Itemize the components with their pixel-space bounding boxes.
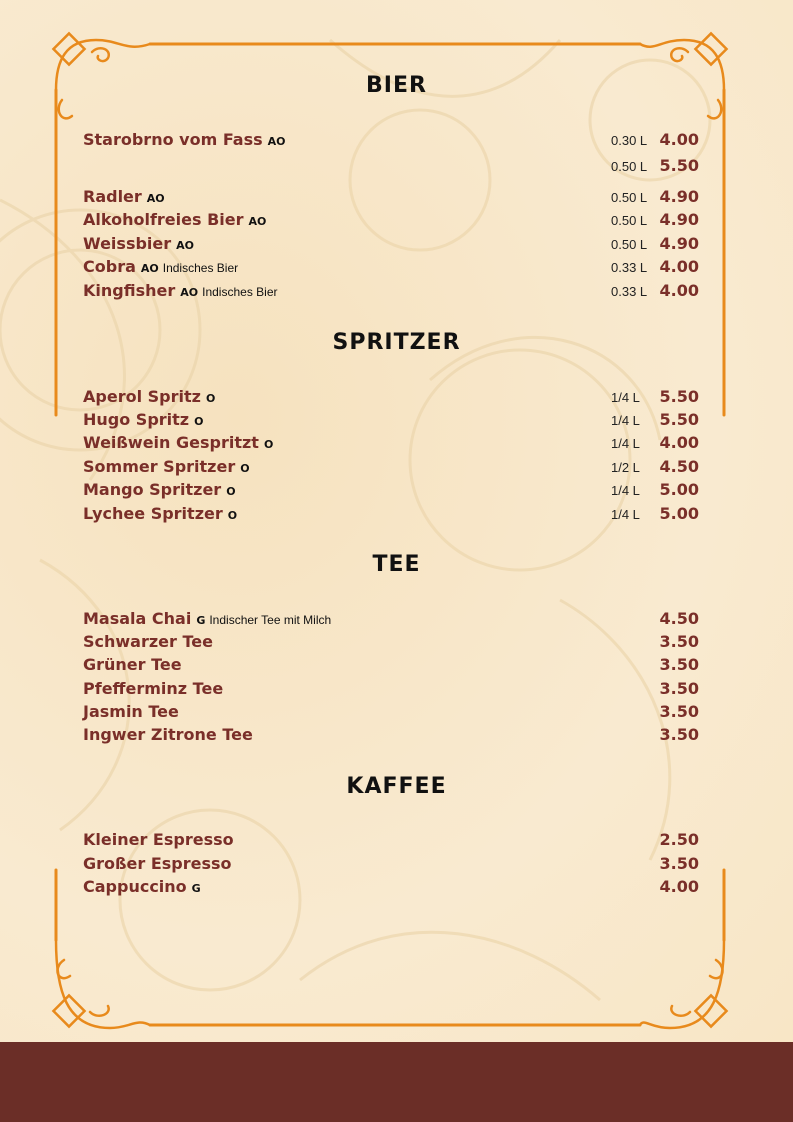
menu-item-row: [83, 410, 703, 432]
item-tag: O: [263, 438, 274, 451]
item-price: 4.00: [659, 257, 699, 276]
item-price: 4.00: [659, 433, 699, 452]
section-title-bier: BIER: [366, 73, 427, 98]
item-volume: 0.50 L: [611, 237, 648, 252]
item-volume: 1/4 L: [611, 483, 640, 498]
menu-item-row: [83, 257, 703, 279]
item-note: Indisches Bier: [162, 261, 239, 275]
section-title-tee: TEE: [372, 552, 421, 577]
menu-item-row: [83, 702, 703, 724]
item-volume: 1/4 L: [611, 390, 640, 405]
item-volume: 0.50 L: [611, 213, 648, 228]
item-volume: 0.30 L: [611, 133, 648, 148]
item-name: Kleiner Espresso: [83, 830, 234, 849]
section-title-kaffee: KAFFEE: [346, 774, 447, 799]
menu-item-row: [83, 457, 703, 479]
item-tag: AO: [140, 262, 159, 275]
item-price: 5.50: [659, 156, 699, 175]
item-tag: AO: [248, 215, 267, 228]
item-price: 4.00: [659, 877, 699, 896]
item-tag: AO: [176, 239, 195, 252]
item-name: Cobra AO Indisches Bier: [83, 257, 239, 276]
menu-item-row: [83, 877, 703, 899]
item-name: Cappuccino G: [83, 877, 201, 896]
menu-item-row: [83, 679, 703, 701]
item-note: Indischer Tee mit Milch: [209, 613, 332, 627]
item-tag: G: [196, 614, 206, 627]
footer-band: [0, 1042, 793, 1122]
item-name: Radler AO: [83, 187, 165, 206]
item-name: Hugo Spritz O: [83, 410, 204, 429]
item-name: Sommer Spritzer O: [83, 457, 250, 476]
item-volume: 0.33 L: [611, 284, 648, 299]
item-volume: 0.50 L: [611, 159, 648, 174]
item-price: 3.50: [659, 655, 699, 674]
item-name: Aperol Spritz O: [83, 387, 216, 406]
item-price: 4.90: [659, 187, 699, 206]
menu-item-row: [83, 854, 703, 876]
item-tag: O: [205, 392, 216, 405]
item-note: Indisches Bier: [202, 285, 278, 299]
item-name: Grüner Tee: [83, 655, 182, 674]
item-price: 5.50: [659, 410, 699, 429]
menu-item-row: [83, 609, 703, 631]
menu-item-row: [83, 655, 703, 677]
menu-item-row: [83, 830, 703, 852]
item-name: Großer Espresso: [83, 854, 232, 873]
item-price: 2.50: [659, 830, 699, 849]
item-name: Schwarzer Tee: [83, 632, 213, 651]
item-price: 4.00: [659, 130, 699, 149]
item-tag: O: [227, 509, 238, 522]
item-tag: O: [240, 462, 250, 475]
menu-item-row: [83, 156, 703, 178]
item-name: Masala Chai G Indischer Tee mit Milch: [83, 609, 332, 628]
item-tag: AO: [267, 135, 286, 148]
item-price: 3.50: [659, 679, 699, 698]
menu-item-row: [83, 130, 703, 152]
item-price: 4.50: [659, 457, 699, 476]
section-title-spritzer: SPRITZER: [332, 330, 461, 355]
item-price: 4.90: [659, 210, 699, 229]
menu-item-row: [83, 504, 703, 526]
item-volume: 1/4 L: [611, 507, 640, 522]
item-tag: G: [191, 882, 201, 895]
menu-item-row: [83, 387, 703, 409]
item-price: 5.00: [659, 504, 699, 523]
item-name: Kingfisher AO Indisches Bier: [83, 281, 278, 300]
item-name: Starobrno vom Fass AO: [83, 130, 286, 149]
item-price: 3.50: [659, 702, 699, 721]
item-tag: O: [226, 485, 236, 498]
item-name: Mango Spritzer O: [83, 480, 236, 499]
item-name: Ingwer Zitrone Tee: [83, 725, 253, 744]
item-tag: AO: [146, 192, 165, 205]
item-price: 5.50: [659, 387, 699, 406]
menu-item-row: [83, 632, 703, 654]
item-volume: 1/4 L: [611, 436, 640, 451]
item-name: Weissbier AO: [83, 234, 195, 253]
menu-item-row: [83, 433, 703, 455]
item-name: Jasmin Tee: [83, 702, 179, 721]
menu-item-row: [83, 725, 703, 747]
menu-item-row: [83, 187, 703, 209]
item-volume: 0.50 L: [611, 190, 648, 205]
item-price: 4.50: [659, 609, 699, 628]
item-name: Weißwein Gespritzt O: [83, 433, 274, 452]
menu-item-row: [83, 234, 703, 256]
item-tag: O: [194, 415, 204, 428]
item-price: 4.00: [659, 281, 699, 300]
item-name: Lychee Spritzer O: [83, 504, 238, 523]
menu-item-row: [83, 480, 703, 502]
item-volume: 1/4 L: [611, 413, 640, 428]
item-price: 3.50: [659, 632, 699, 651]
item-volume: 0.33 L: [611, 260, 648, 275]
item-name: Alkoholfreies Bier AO: [83, 210, 267, 229]
item-tag: AO: [180, 286, 199, 299]
menu-item-row: [83, 281, 703, 303]
item-price: 3.50: [659, 854, 699, 873]
menu-item-row: [83, 210, 703, 232]
item-name: Pfefferminz Tee: [83, 679, 224, 698]
item-volume: 1/2 L: [611, 460, 640, 475]
item-price: 3.50: [659, 725, 699, 744]
item-price: 4.90: [659, 234, 699, 253]
item-price: 5.00: [659, 480, 699, 499]
